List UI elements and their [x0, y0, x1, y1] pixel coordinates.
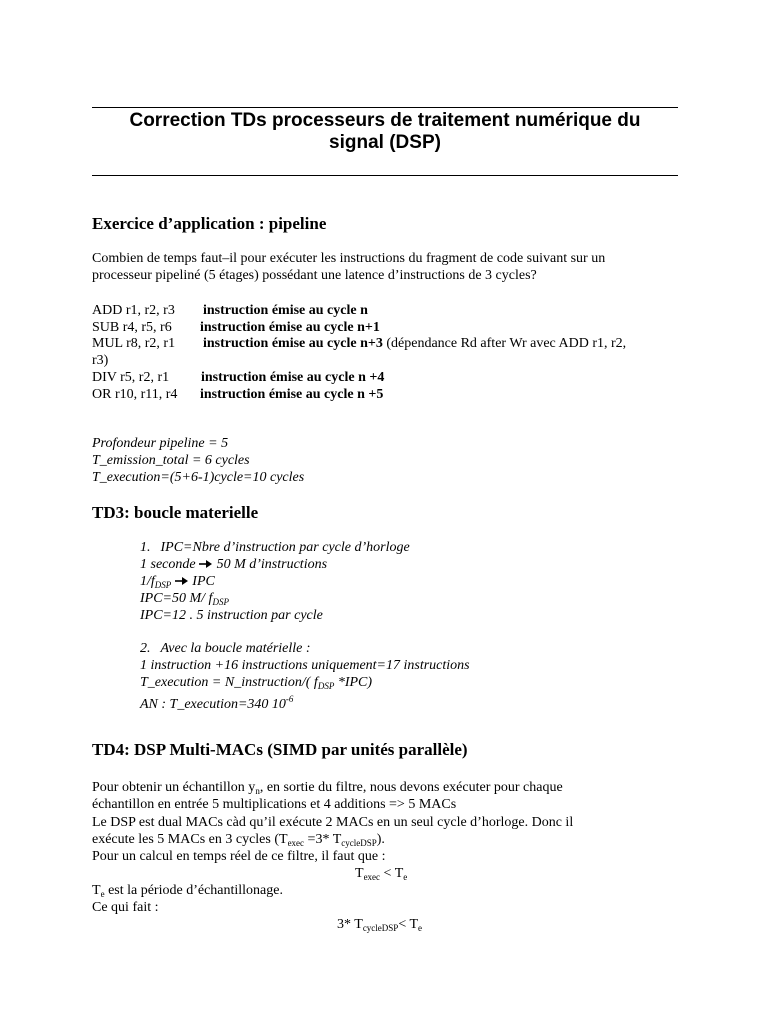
instruction-code: SUB r4, r5, r6 — [92, 320, 172, 335]
text-segment: ). — [376, 832, 385, 847]
text-segment: Pour obtenir un échantillon y — [92, 780, 256, 795]
instruction-code-continuation: r3) — [92, 353, 109, 368]
right-arrow-icon — [199, 559, 213, 569]
subscript: exec — [363, 872, 381, 882]
item-text: Avec la boucle matérielle : — [160, 641, 311, 656]
superscript: -6 — [285, 694, 294, 704]
item-number: 1. — [140, 540, 151, 555]
td3-heading: TD3: boucle materielle — [92, 503, 259, 522]
instruction-note-line — [203, 335, 626, 352]
td4-para-line: Pour un calcul en temps réel de ce filtre, il faut que : — [92, 849, 386, 864]
text-segment: 1/f — [140, 574, 155, 589]
subscript: e — [100, 889, 105, 899]
subscript: DSP — [212, 597, 229, 607]
question-line-2: processeur pipeliné (5 étages) possédant une latence d’instructions de 3 cycles? — [92, 268, 537, 283]
subscript: e — [403, 872, 408, 882]
text-segment: IPC=50 M/ f — [140, 591, 213, 606]
emission-total: T_emission_total = 6 cycles — [92, 453, 250, 468]
text-segment: T — [355, 866, 364, 881]
instruction-code: DIV r5, r2, r1 — [92, 370, 170, 385]
pipeline-depth: Profondeur pipeline = 5 — [92, 436, 229, 451]
td4-para-line: Le DSP est dual MACs càd qu’il exécute 2 MACs en un seul cycle d’horloge. Donc il — [92, 815, 574, 830]
subscript: e — [418, 923, 423, 933]
text-segment: est la période d’échantillonage. — [104, 883, 283, 898]
subscript: cycleDSP — [341, 838, 377, 848]
td3-item-2 — [140, 640, 311, 657]
text-segment: 3* T — [337, 917, 363, 932]
subscript: cycleDSP — [362, 923, 399, 933]
instruction-note: instruction émise au cycle n+3 — [203, 336, 383, 351]
item-number: 2. — [140, 641, 151, 656]
td4-para-line: Ce qui fait : — [92, 900, 159, 915]
title-line-2: signal (DSP) — [329, 132, 441, 153]
title-line-1: Correction TDs processeurs de traitement numérique du — [129, 110, 641, 131]
text-segment: T_execution = N_instruction/( f — [140, 675, 318, 690]
equation-realtime — [355, 865, 407, 886]
subscript: exec — [287, 838, 305, 848]
execution-time: T_execution=(5+6-1)cycle=10 cycles — [92, 470, 305, 485]
text-segment: T — [92, 883, 101, 898]
text-segment: exécute les 5 MACs en 3 cycles (T — [92, 832, 288, 847]
title-rule-top — [92, 107, 678, 108]
td3-line-ipc-value: IPC=12 . 5 instruction par cycle — [140, 608, 323, 623]
text-segment: < T — [398, 917, 419, 932]
text-segment: 1 seconde — [140, 557, 200, 572]
text-segment: < T — [380, 866, 404, 881]
title-rule-bottom — [92, 175, 678, 176]
exercise-heading: Exercice d’application : pipeline — [92, 214, 327, 233]
instruction-note: instruction émise au cycle n +5 — [200, 387, 384, 402]
td3-item-1 — [140, 539, 410, 556]
instruction-note: instruction émise au cycle n — [203, 303, 368, 318]
subscript: DSP — [317, 681, 335, 691]
instruction-note: instruction émise au cycle n +4 — [201, 370, 385, 385]
text-segment: AN : T_execution=340 10 — [140, 697, 286, 712]
text-segment: =3* T — [304, 832, 342, 847]
text-segment: 50 M d’instructions — [213, 557, 328, 572]
td3-line-second — [140, 556, 327, 573]
instruction-note: instruction émise au cycle n+1 — [200, 320, 380, 335]
item-text: IPC=Nbre d’instruction par cycle d’horloge — [160, 540, 410, 555]
dependency-note: (dépendance Rd after Wr avec ADD r1, r2, — [382, 336, 627, 351]
question-line-1: Combien de temps faut–il pour exécuter les instructions du fragment de code suivant sur un — [92, 251, 606, 266]
instruction-code: ADD r1, r2, r3 — [92, 303, 175, 318]
instruction-code: MUL r8, r2, r1 — [92, 336, 176, 351]
text-segment: , en sortie du filtre, nous devons exécuter pour chaque — [259, 780, 563, 795]
td4-heading: TD4: DSP Multi-MACs (SIMD par unités parallèle) — [92, 740, 468, 759]
subscript: n — [255, 786, 260, 796]
td3-line-count: 1 instruction +16 instructions uniquement=17 instructions — [140, 658, 470, 673]
text-segment: *IPC) — [334, 675, 373, 690]
text-segment: IPC — [188, 574, 215, 589]
td4-para-line: échantillon en entrée 5 multiplications et 4 additions => 5 MACs — [92, 797, 457, 812]
right-arrow-icon — [175, 576, 189, 586]
subscript: DSP — [154, 580, 172, 590]
document-title — [92, 110, 678, 154]
equation-cycle — [337, 916, 422, 937]
td3-line-an — [140, 691, 293, 713]
instruction-code: OR r10, r11, r4 — [92, 387, 178, 402]
